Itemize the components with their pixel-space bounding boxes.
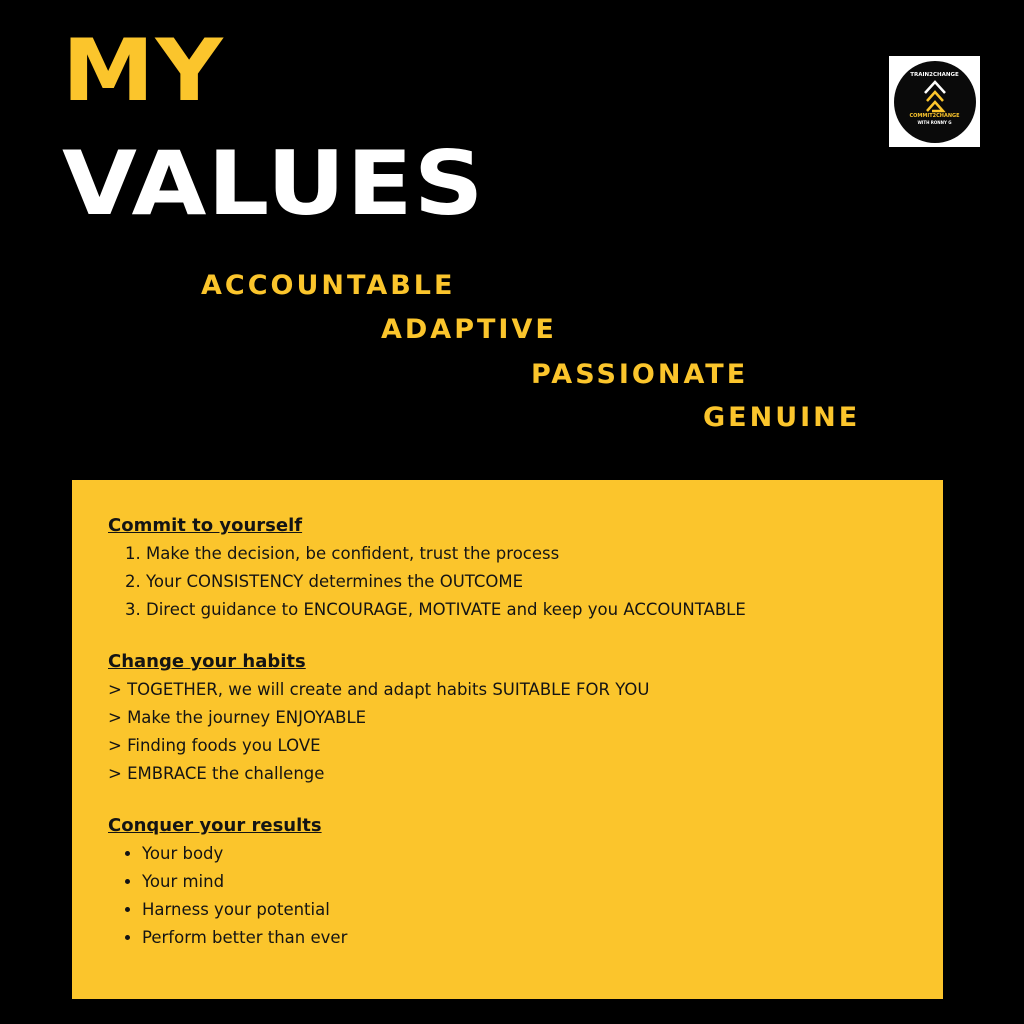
list-item: > TOGETHER, we will create and adapt habits SUITABLE FOR YOU bbox=[108, 680, 650, 699]
list-item: 1. Make the decision, be confident, trust the process bbox=[146, 540, 943, 568]
value-passionate: PASSIONATE bbox=[531, 359, 749, 390]
logo-badge bbox=[894, 61, 976, 143]
list-item: • Harness your potential bbox=[142, 896, 943, 924]
logo-sub-text: WITH RONNY G bbox=[917, 119, 952, 125]
brand-logo bbox=[889, 56, 980, 147]
list-item: 2. Your CONSISTENCY determines the OUTCOME bbox=[146, 568, 943, 596]
arrow-mark-icon bbox=[921, 79, 949, 113]
section-commit bbox=[108, 512, 943, 624]
list-item: > Make the journey ENJOYABLE bbox=[108, 708, 367, 727]
list-item: • Your body bbox=[142, 840, 943, 868]
info-panel bbox=[72, 480, 943, 999]
section-heading: Commit to yourself bbox=[108, 515, 303, 536]
list-item: > Finding foods you LOVE bbox=[108, 736, 321, 755]
section-heading: Change your habits bbox=[108, 651, 306, 672]
list-item: 3. Direct guidance to ENCOURAGE, MOTIVATE and keep you ACCOUNTABLE bbox=[146, 596, 943, 624]
numbered-list bbox=[108, 540, 943, 624]
title-my: MY bbox=[62, 21, 224, 121]
section-conquer bbox=[108, 812, 943, 952]
list-item: > EMBRACE the challenge bbox=[108, 764, 325, 783]
section-change bbox=[108, 648, 943, 788]
section-heading: Conquer your results bbox=[108, 815, 322, 836]
value-accountable: ACCOUNTABLE bbox=[201, 270, 456, 301]
list-item: • Perform better than ever bbox=[142, 924, 943, 952]
title-values: VALUES bbox=[62, 132, 485, 235]
value-genuine: GENUINE bbox=[703, 402, 861, 433]
bullet-list bbox=[108, 840, 943, 952]
logo-bottom-text: COMMIT2CHANGE bbox=[909, 112, 960, 119]
value-adaptive: ADAPTIVE bbox=[381, 314, 557, 345]
list-item: • Your mind bbox=[142, 868, 943, 896]
logo-top-text: TRAIN2CHANGE bbox=[910, 71, 959, 78]
